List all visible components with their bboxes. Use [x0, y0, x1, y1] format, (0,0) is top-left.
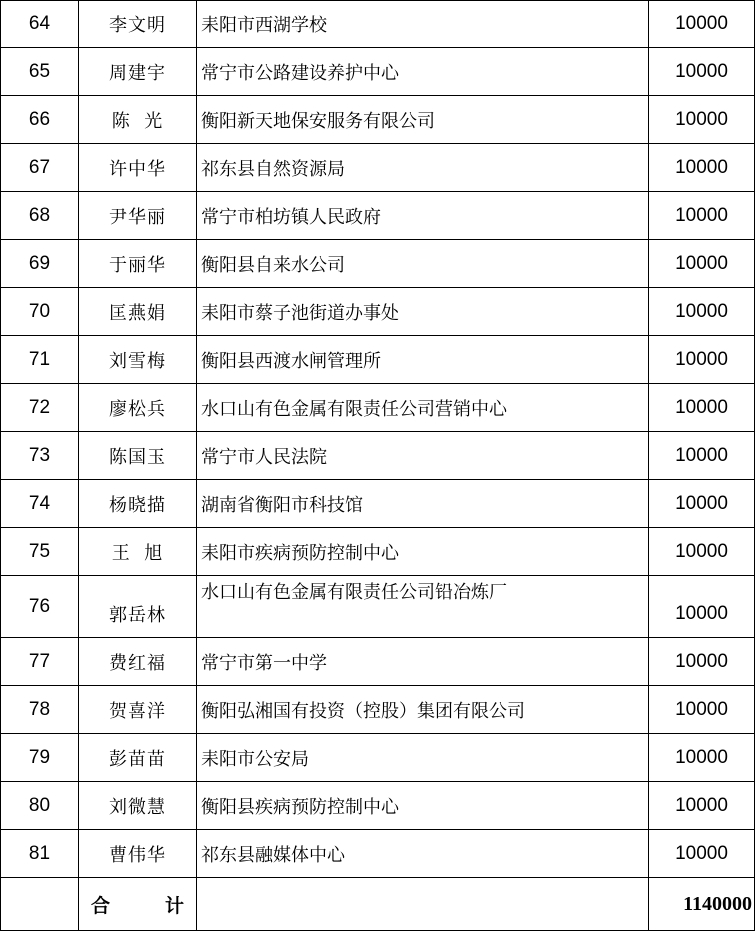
amount: 10000 [649, 782, 755, 830]
table-row [1, 830, 755, 878]
organization: 常宁市第一中学 [197, 638, 649, 686]
person-name: 许中华 [79, 144, 197, 192]
row-number: 73 [1, 432, 79, 480]
row-number: 64 [1, 1, 79, 48]
row-number: 71 [1, 336, 79, 384]
amount: 10000 [649, 336, 755, 384]
row-number: 72 [1, 384, 79, 432]
organization: 祁东县融媒体中心 [197, 830, 649, 878]
amount: 10000 [649, 288, 755, 336]
table-row [1, 96, 755, 144]
amount: 10000 [649, 432, 755, 480]
organization: 耒阳市疾病预防控制中心 [197, 528, 649, 576]
person-name: 费红福 [79, 638, 197, 686]
table-row [1, 638, 755, 686]
amount: 10000 [649, 638, 755, 686]
amount: 10000 [649, 528, 755, 576]
organization: 衡阳县西渡水闸管理所 [197, 336, 649, 384]
organization: 衡阳弘湘国有投资（控股）集团有限公司 [197, 686, 649, 734]
row-number: 79 [1, 734, 79, 782]
total-amount: 1140000 [649, 878, 755, 931]
row-number: 66 [1, 96, 79, 144]
organization: 常宁市人民法院 [197, 432, 649, 480]
person-name: 李文明 [79, 1, 197, 48]
organization: 耒阳市西湖学校 [197, 1, 649, 48]
table-row [1, 48, 755, 96]
row-number: 76 [1, 576, 79, 638]
row-number: 67 [1, 144, 79, 192]
organization: 祁东县自然资源局 [197, 144, 649, 192]
organization: 衡阳县疾病预防控制中心 [197, 782, 649, 830]
person-name: 杨晓描 [79, 480, 197, 528]
person-name: 陈 光 [79, 96, 197, 144]
table-row [1, 528, 755, 576]
total-label-right: 计 [165, 894, 185, 917]
person-name: 王 旭 [79, 528, 197, 576]
table-row [1, 480, 755, 528]
organization: 常宁市公路建设养护中心 [197, 48, 649, 96]
person-name: 贺喜洋 [79, 686, 197, 734]
table-row [1, 686, 755, 734]
organization: 湖南省衡阳市科技馆 [197, 480, 649, 528]
amount: 10000 [649, 96, 755, 144]
amount: 10000 [649, 576, 755, 638]
amount: 10000 [649, 686, 755, 734]
person-name: 刘微慧 [79, 782, 197, 830]
amount: 10000 [649, 734, 755, 782]
table-row [1, 240, 755, 288]
person-name: 曹伟华 [79, 830, 197, 878]
table-row [1, 288, 755, 336]
table-row [1, 734, 755, 782]
table-row [1, 192, 755, 240]
row-number: 78 [1, 686, 79, 734]
person-name: 廖松兵 [79, 384, 197, 432]
person-name: 于丽华 [79, 240, 197, 288]
organization: 耒阳市公安局 [197, 734, 649, 782]
amount: 10000 [649, 48, 755, 96]
organization: 耒阳市蔡子池街道办事处 [197, 288, 649, 336]
row-number: 69 [1, 240, 79, 288]
person-name: 尹华丽 [79, 192, 197, 240]
amount: 10000 [649, 830, 755, 878]
row-number: 70 [1, 288, 79, 336]
row-number: 74 [1, 480, 79, 528]
organization: 常宁市柏坊镇人民政府 [197, 192, 649, 240]
amount: 10000 [649, 192, 755, 240]
person-name: 匡燕娟 [79, 288, 197, 336]
total-label-left: 合 [90, 894, 110, 917]
total-row [1, 878, 755, 931]
organization: 水口山有色金属有限责任公司铅冶炼厂 [197, 576, 649, 638]
table-row [1, 336, 755, 384]
person-name: 郭岳林 [79, 576, 197, 638]
amount: 10000 [649, 480, 755, 528]
organization: 衡阳新天地保安服务有限公司 [197, 96, 649, 144]
row-number: 65 [1, 48, 79, 96]
row-number: 81 [1, 830, 79, 878]
table-row [1, 432, 755, 480]
total-number-cell [1, 878, 79, 931]
organization: 水口山有色金属有限责任公司营销中心 [197, 384, 649, 432]
amount: 10000 [649, 240, 755, 288]
total-organization-cell [197, 878, 649, 931]
table-row [1, 576, 755, 638]
amount: 10000 [649, 384, 755, 432]
person-name: 周建宇 [79, 48, 197, 96]
person-name: 彭苗苗 [79, 734, 197, 782]
organization: 衡阳县自来水公司 [197, 240, 649, 288]
person-name: 陈国玉 [79, 432, 197, 480]
total-label [79, 878, 197, 931]
table-row [1, 384, 755, 432]
table-row [1, 1, 755, 48]
row-number: 77 [1, 638, 79, 686]
person-name: 刘雪梅 [79, 336, 197, 384]
table-body [1, 1, 755, 931]
amount: 10000 [649, 144, 755, 192]
amount: 10000 [649, 1, 755, 48]
table-row [1, 782, 755, 830]
row-number: 68 [1, 192, 79, 240]
row-number: 75 [1, 528, 79, 576]
table-row [1, 144, 755, 192]
row-number: 80 [1, 782, 79, 830]
